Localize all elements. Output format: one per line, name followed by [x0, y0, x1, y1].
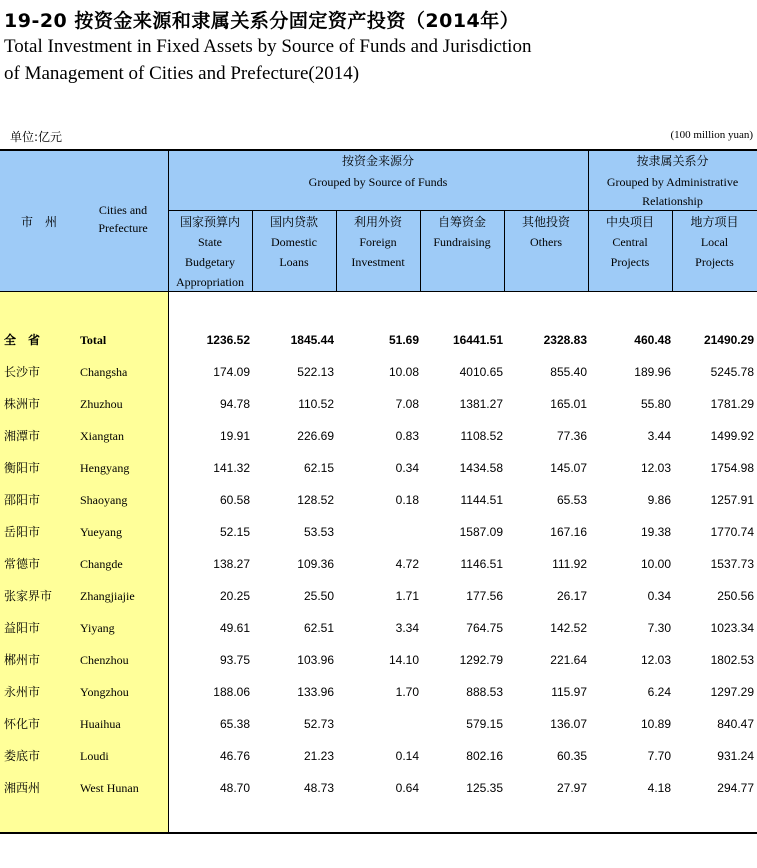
table-row — [0, 484, 757, 516]
cell-value: 221.64 — [550, 653, 587, 667]
row-name-en: Total — [80, 333, 107, 347]
cell-value: 21.23 — [303, 749, 334, 763]
cell-value: 55.80 — [640, 397, 671, 411]
cell-value: 1297.29 — [710, 685, 754, 699]
header-admin-cn: 按隶属关系分 — [636, 154, 709, 168]
cell-value: 0.83 — [395, 429, 419, 443]
cell-value: 94.78 — [219, 397, 250, 411]
header-city-en-1: Cities and — [98, 203, 148, 217]
table-row — [0, 420, 757, 452]
cell-value: 167.16 — [550, 525, 587, 539]
cell-value: 0.18 — [395, 493, 419, 507]
cell-value: 7.30 — [647, 621, 671, 635]
row-name-en: Huaihua — [80, 717, 121, 731]
column-header-7-en2: Projects — [695, 255, 734, 269]
row-name-en: West Hunan — [80, 781, 139, 795]
row-name-cn: 郴州市 — [4, 653, 41, 667]
row-name-en: Zhuzhou — [80, 397, 123, 411]
cell-value: 294.77 — [717, 781, 754, 795]
cell-value: 133.96 — [297, 685, 334, 699]
cell-value: 4010.65 — [459, 365, 503, 379]
column-header-1-en3: Appropriation — [176, 275, 244, 289]
cell-value: 103.96 — [297, 653, 334, 667]
cell-value: 3.44 — [647, 429, 671, 443]
row-name-en: Chenzhou — [80, 653, 129, 667]
cell-value: 579.15 — [466, 717, 503, 731]
cell-value: 60.35 — [556, 749, 587, 763]
cell-value: 10.08 — [388, 365, 419, 379]
cell-value: 20.25 — [219, 589, 250, 603]
cell-value: 460.48 — [634, 333, 671, 347]
cell-value: 109.36 — [297, 557, 334, 571]
cell-value: 855.40 — [550, 365, 587, 379]
column-header-3-cn: 利用外资 — [353, 215, 402, 229]
column-header-1-en2: Budgetary — [185, 255, 235, 269]
cell-value: 6.24 — [647, 685, 671, 699]
column-header-2-cn: 国内贷款 — [269, 215, 318, 229]
cell-value: 1144.51 — [460, 493, 503, 507]
header-source-en: Grouped by Source of Funds — [308, 175, 448, 189]
row-name-cn: 益阳市 — [4, 621, 41, 635]
cell-value: 145.07 — [550, 461, 587, 475]
column-header-5-en1: Others — [530, 235, 562, 249]
cell-value: 1770.74 — [710, 525, 754, 539]
cell-value: 65.38 — [219, 717, 250, 731]
row-name-cn: 湘西州 — [4, 781, 41, 795]
row-name-cn: 株洲市 — [4, 397, 41, 411]
cell-value: 12.03 — [640, 653, 671, 667]
cell-value: 1.70 — [395, 685, 419, 699]
column-header-7-cn: 地方项目 — [690, 215, 739, 229]
table-row — [0, 388, 757, 420]
cell-value: 1845.44 — [290, 333, 334, 347]
cell-value: 0.14 — [395, 749, 419, 763]
cell-value: 10.00 — [640, 557, 671, 571]
row-name-cn: 常德市 — [4, 557, 41, 571]
column-header-6-cn: 中央项目 — [605, 215, 654, 229]
header-source-cn: 按资金来源分 — [341, 154, 414, 168]
cell-value: 14.10 — [388, 653, 419, 667]
row-name-en: Loudi — [80, 749, 109, 763]
cell-value: 93.75 — [219, 653, 250, 667]
row-name-cn: 长沙市 — [4, 365, 41, 379]
row-name-cn: 张家界市 — [4, 589, 53, 603]
column-header-6-en2: Projects — [610, 255, 650, 269]
cell-value: 0.64 — [395, 781, 419, 795]
cell-value: 46.76 — [219, 749, 250, 763]
table-bottom-border — [0, 832, 757, 834]
cell-value: 888.53 — [466, 685, 503, 699]
cell-value: 110.52 — [298, 397, 334, 411]
cell-value: 49.61 — [219, 621, 250, 635]
unit-label-en: (100 million yuan) — [670, 129, 753, 141]
cell-value: 115.97 — [551, 685, 587, 699]
cell-value: 0.34 — [395, 461, 419, 475]
cell-value: 25.50 — [303, 589, 334, 603]
row-name-cn: 怀化市 — [4, 717, 41, 731]
row-name-cn: 娄底市 — [4, 749, 41, 763]
table-row — [0, 612, 757, 644]
row-name-en: Changsha — [80, 365, 128, 379]
cell-value: 174.09 — [213, 365, 250, 379]
row-name-cn: 邵阳市 — [4, 493, 41, 507]
cell-value: 138.27 — [213, 557, 250, 571]
row-name-en: Yiyang — [80, 621, 115, 635]
cell-value: 19.38 — [640, 525, 671, 539]
cell-value: 764.75 — [466, 621, 503, 635]
row-name-en: Hengyang — [80, 461, 130, 475]
cell-value: 802.16 — [466, 749, 503, 763]
cell-value: 1292.79 — [459, 653, 503, 667]
row-name-en: Yongzhou — [80, 685, 129, 699]
row-name-cn: 永州市 — [4, 685, 41, 699]
cell-value: 177.56 — [466, 589, 503, 603]
cell-value: 48.73 — [303, 781, 334, 795]
cell-value: 1754.98 — [710, 461, 754, 475]
header-admin-en-2: Relationship — [642, 194, 703, 208]
row-name-en: Changde — [80, 557, 123, 571]
cell-value: 7.08 — [395, 397, 419, 411]
cell-value: 7.70 — [647, 749, 671, 763]
cell-value: 2328.83 — [543, 333, 587, 347]
column-header-4-cn: 自筹资金 — [437, 215, 486, 229]
cell-value: 1434.58 — [459, 461, 503, 475]
cell-value: 62.51 — [303, 621, 334, 635]
column-header-2-en1: Domestic — [271, 235, 317, 249]
table-row — [0, 644, 757, 676]
cell-value: 21490.29 — [703, 333, 754, 347]
cell-value: 142.52 — [550, 621, 587, 635]
table-row — [0, 548, 757, 580]
cell-value: 1236.52 — [206, 333, 250, 347]
column-header-5-cn: 其他投资 — [521, 215, 570, 229]
column-header-4-en1: Fundraising — [433, 235, 491, 249]
table-row — [0, 740, 757, 772]
header-bottom-border — [0, 291, 757, 292]
cell-value: 136.07 — [550, 717, 587, 731]
column-header-6-en1: Central — [612, 235, 648, 249]
cell-value: 1.71 — [395, 589, 419, 603]
cell-value: 48.70 — [219, 781, 250, 795]
column-header-7-en1: Local — [700, 235, 729, 249]
cell-value: 189.96 — [634, 365, 671, 379]
cell-value: 141.32 — [213, 461, 250, 475]
row-name-cn: 全 省 — [4, 333, 41, 347]
cell-value: 125.35 — [466, 781, 503, 795]
cell-value: 10.89 — [640, 717, 671, 731]
cell-value: 19.91 — [219, 429, 250, 443]
column-header-2-en2: Loans — [279, 255, 309, 269]
cell-value: 0.34 — [647, 589, 671, 603]
cell-value: 226.69 — [297, 429, 334, 443]
cell-value: 840.47 — [717, 717, 754, 731]
header-city-cn: 市 州 — [20, 215, 57, 229]
table-row — [0, 772, 757, 804]
cell-value: 4.72 — [395, 557, 419, 571]
cell-value: 26.17 — [556, 589, 587, 603]
cell-value: 3.34 — [395, 621, 419, 635]
row-name-cn: 衡阳市 — [4, 461, 41, 475]
cell-value: 9.86 — [647, 493, 671, 507]
header-admin-en-1: Grouped by Administrative — [606, 175, 739, 189]
cell-value: 165.01 — [550, 397, 587, 411]
cell-value: 522.13 — [297, 365, 334, 379]
row-name-cn: 岳阳市 — [4, 525, 41, 539]
column-header-1-en1: State — [198, 235, 222, 249]
table-row — [0, 452, 757, 484]
page-title-en-line2: of Management of Cities and Prefecture(2014) — [4, 63, 360, 84]
table-row — [0, 580, 757, 612]
cell-value: 1257.91 — [710, 493, 754, 507]
cell-value: 12.03 — [640, 461, 671, 475]
unit-label-cn: 单位:亿元 — [10, 130, 63, 144]
cell-value: 250.56 — [717, 589, 754, 603]
cell-value: 128.52 — [297, 493, 334, 507]
cell-value: 52.15 — [219, 525, 250, 539]
cell-value: 1587.09 — [459, 525, 503, 539]
cell-value: 1499.92 — [710, 429, 754, 443]
cell-value: 1802.53 — [710, 653, 754, 667]
cell-value: 1537.73 — [710, 557, 754, 571]
cell-value: 65.53 — [556, 493, 587, 507]
cell-value: 16441.51 — [452, 333, 503, 347]
column-header-3-en1: Foreign — [359, 235, 397, 249]
cell-value: 188.06 — [213, 685, 250, 699]
cell-value: 62.15 — [303, 461, 334, 475]
page-title-en-line1: Total Investment in Fixed Assets by Source of Funds and Jurisdiction — [4, 36, 532, 57]
row-name-en: Shaoyang — [80, 493, 128, 507]
page-title-cn: 19-20 按资金来源和隶属关系分固定资产投资（2014年） — [4, 10, 520, 32]
row-name-cn: 湘潭市 — [4, 429, 41, 443]
row-name-en: Xiangtan — [80, 429, 124, 443]
header-city-en-2: Prefecture — [98, 221, 148, 235]
table-row — [0, 516, 757, 548]
cell-value: 111.92 — [552, 557, 587, 571]
cell-value: 1381.27 — [459, 397, 503, 411]
cell-value: 1108.52 — [460, 429, 503, 443]
row-name-en: Zhangjiajie — [80, 589, 135, 603]
cell-value: 51.69 — [388, 333, 419, 347]
cell-value: 1146.51 — [460, 557, 503, 571]
cell-value: 77.36 — [556, 429, 587, 443]
cell-value: 52.73 — [303, 717, 334, 731]
cell-value: 53.53 — [303, 525, 334, 539]
column-header-3-en2: Investment — [351, 255, 405, 269]
cell-value: 5245.78 — [710, 365, 754, 379]
table-row — [0, 708, 757, 740]
table-row — [0, 676, 757, 708]
column-header-1-cn: 国家预算内 — [179, 215, 240, 229]
cell-value: 1023.34 — [710, 621, 754, 635]
table-row — [0, 356, 757, 388]
cell-value: 27.97 — [556, 781, 587, 795]
cell-value: 1781.29 — [710, 397, 754, 411]
cell-value: 60.58 — [219, 493, 250, 507]
cell-value: 4.18 — [647, 781, 671, 795]
row-name-en: Yueyang — [80, 525, 122, 539]
table-row-total — [0, 324, 757, 356]
cell-value: 931.24 — [717, 749, 754, 763]
